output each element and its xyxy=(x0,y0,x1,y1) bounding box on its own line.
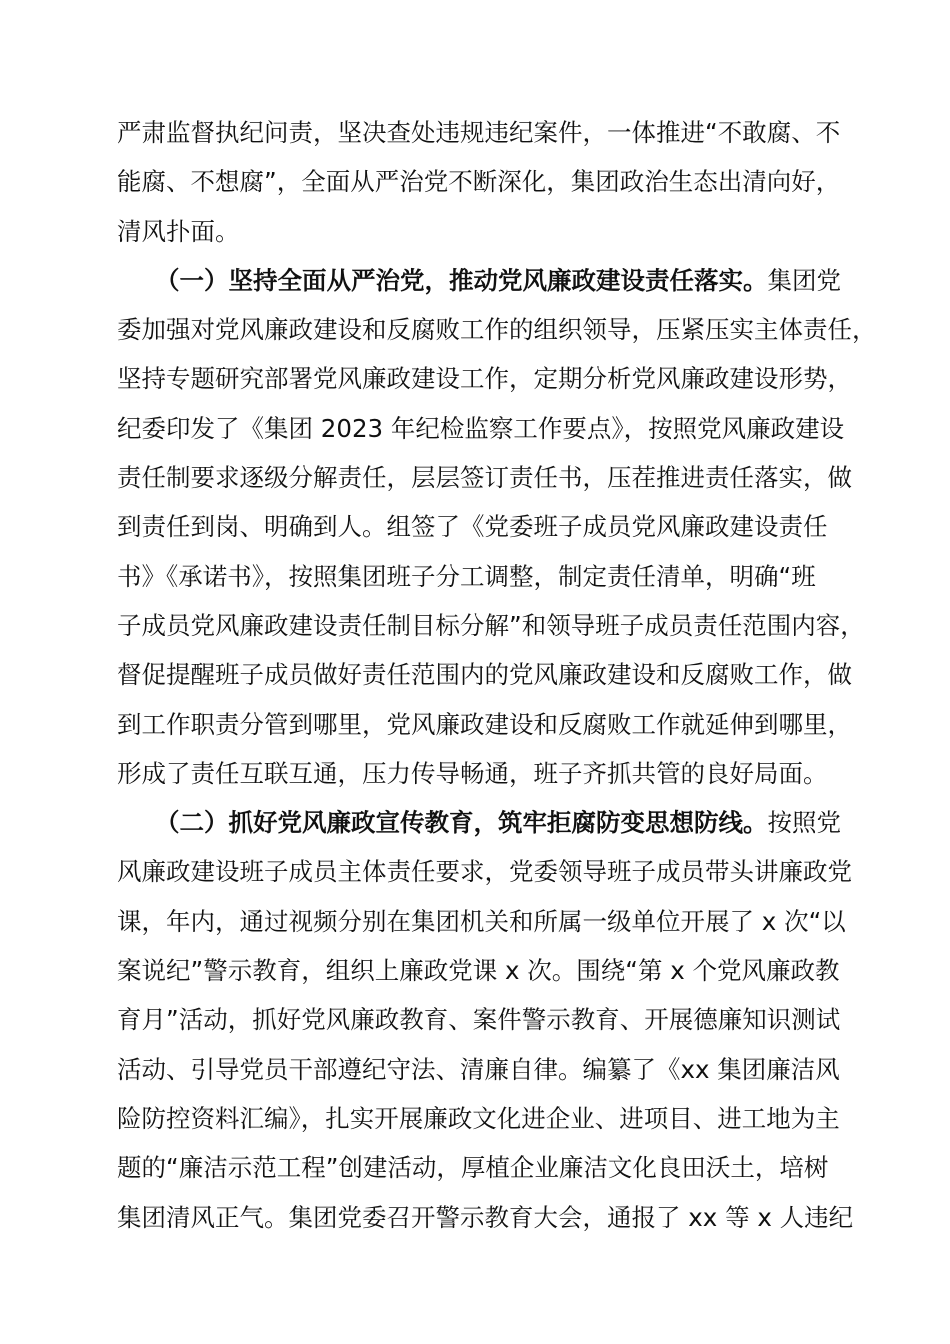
text-line: 活动、引导党员干部遵纪守法、清廉自律。编纂了《xx 集团廉洁风 xyxy=(117,1054,840,1084)
text-line: 书》《承诺书》，按照集团班子分工调整，制定责任清单，明确“班 xyxy=(117,561,816,591)
text-line: 子成员党风廉政建设责任制目标分解”和领导班子成员责任范围内容， xyxy=(117,610,865,640)
section-heading-two: （二）抓好党风廉政宣传教育，筑牢拒腐防变思想防线。 xyxy=(155,808,768,838)
text-line: 险防控资料汇编》，扎实开展廉政文化进企业、进项目、进工地为主 xyxy=(117,1103,840,1133)
text-line: 委加强对党风廉政建设和反腐败工作的组织领导，压紧压实主体责任， xyxy=(117,315,877,345)
section-one-first-line xyxy=(117,256,887,305)
text-line: 能腐、不想腐”，全面从严治党不断深化，集团政治生态出清向好， xyxy=(117,167,841,197)
text-line: 坚持专题研究部署党风廉政建设工作，定期分析党风廉政建设形势， xyxy=(117,364,852,394)
text-line: 到责任到岗、明确到人。组签了《党委班子成员党风廉政建设责任 xyxy=(117,512,828,542)
text-line: 到工作职责分管到哪里，党风廉政建设和反腐败工作就延伸到哪里， xyxy=(117,709,852,739)
text-run: 按照党 xyxy=(767,808,841,838)
text-line: 纪委印发了《集团 2023 年纪检监察工作要点》，按照党风廉政建设 xyxy=(117,413,845,443)
text-line: 集团清风正气。集团党委召开警示教育大会，通报了 xx 等 x 人违纪 xyxy=(117,1202,854,1232)
section-two-first-line xyxy=(117,798,887,847)
text-line: 形成了责任互联互通，压力传导畅通，班子齐抓共管的良好局面。 xyxy=(117,758,828,788)
text-line: 案说纪”警示教育，组织上廉政党课 x 次。围绕“第 x 个党风廉政教 xyxy=(117,956,840,986)
section-heading-one: （一）坚持全面从严治党，推动党风廉政建设责任落实。 xyxy=(155,265,768,295)
text-line: 育月”活动，抓好党风廉政教育、案件警示教育、开展德廉知识测试 xyxy=(117,1005,841,1035)
text-line: 清风扑面。 xyxy=(117,216,240,246)
text-line: 责任制要求逐级分解责任，层层签订责任书，压茬推进责任落实，做 xyxy=(117,463,852,493)
text-line: 题的“廉洁示范工程”创建活动，厚植企业廉洁文化良田沃土，培树 xyxy=(117,1153,829,1183)
text-line: 督促提醒班子成员做好责任范围内的党风廉政建设和反腐败工作，做 xyxy=(117,660,852,690)
text-run: 集团党 xyxy=(767,265,841,295)
text-line: 风廉政建设班子成员主体责任要求，党委领导班子成员带头讲廉政党 xyxy=(117,857,852,887)
text-line: 严肃监督执纪问责，坚决查处违规违纪案件，一体推进“不敢腐、不 xyxy=(117,118,841,147)
text-line: 课，年内，通过视频分别在集团机关和所属一级单位开展了 x 次“以 xyxy=(117,906,846,936)
document-body xyxy=(117,108,887,1242)
